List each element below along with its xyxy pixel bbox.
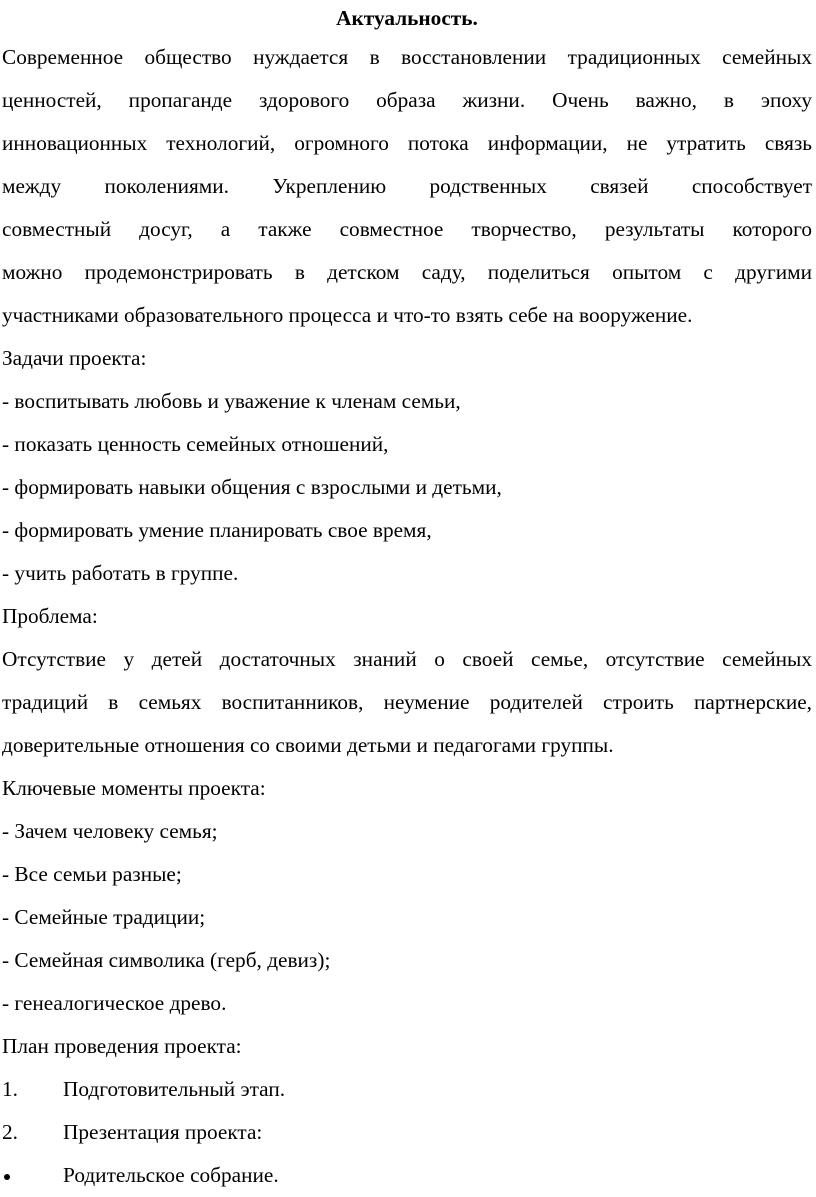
list-item: - Семейные традиции; [2, 905, 206, 929]
relevance-paragraph [2, 36, 812, 337]
item-number: 1. [2, 1077, 18, 1101]
item-text: Подготовительный этап. [63, 1077, 286, 1101]
problem-heading: Проблема: [2, 604, 98, 628]
list-item: - учить работать в группе. [2, 561, 239, 585]
paragraph-line: ценностей, пропаганде здорового образа жизни. Очень важно, в эпоху [2, 88, 812, 112]
item-text: Родительское собрание. [63, 1163, 279, 1187]
plan-list [2, 1068, 812, 1197]
list-item: - воспитывать любовь и уважение к членам семьи, [2, 389, 461, 413]
paragraph-line: участниками образовательного процесса и что-то взять себе на вооружение. [2, 303, 693, 327]
list-item: - формировать навыки общения с взрослыми и детьми, [2, 475, 502, 499]
document-page [2, 0, 812, 1197]
numbered-item [2, 1111, 812, 1154]
item-number: 2. [2, 1120, 18, 1144]
list-item: - формировать умение планировать свое время, [2, 518, 432, 542]
list-item: - Зачем человеку семья; [2, 819, 218, 843]
paragraph-line: доверительные отношения со своими детьми и педагогами группы. [2, 733, 614, 757]
list-item: - показать ценность семейных отношений, [2, 432, 389, 456]
list-item: - Все семьи разные; [2, 862, 182, 886]
list-item: - Семейная символика (герб, девиз); [2, 948, 331, 972]
paragraph-line: Отсутствие у детей достаточных знаний о своей семье, отсутствие семейных [2, 647, 812, 671]
paragraph-line: Современное общество нуждается в восстановлении традиционных семейных [2, 45, 812, 69]
paragraph-line: можно продемонстрировать в детском саду, поделиться опытом с другими [2, 260, 812, 284]
bullet-item [2, 1154, 812, 1197]
paragraph-line: между поколениями. Укреплению родственных связей способствует [2, 174, 812, 198]
paragraph-line: инновационных технологий, огромного потока информации, не утратить связь [2, 131, 812, 155]
plan-heading: План проведения проекта: [2, 1034, 242, 1058]
key-moments-heading: Ключевые моменты проекта: [2, 776, 266, 800]
paragraph-line: традиций в семьях воспитанников, неумение родителей строить партнерские, [2, 690, 812, 714]
item-text: Презентация проекта: [63, 1120, 263, 1144]
problem-paragraph [2, 638, 812, 767]
paragraph-line: совместный досуг, а также совместное творчество, результаты которого [2, 217, 812, 241]
tasks-heading: Задачи проекта: [2, 346, 147, 370]
list-item: - генеалогическое древо. [2, 991, 227, 1015]
tasks-list [2, 380, 812, 595]
bullet-dot-icon [2, 1154, 63, 1197]
key-moments-list [2, 810, 812, 1025]
document-title: Актуальность. [336, 6, 478, 30]
numbered-item [2, 1068, 812, 1111]
